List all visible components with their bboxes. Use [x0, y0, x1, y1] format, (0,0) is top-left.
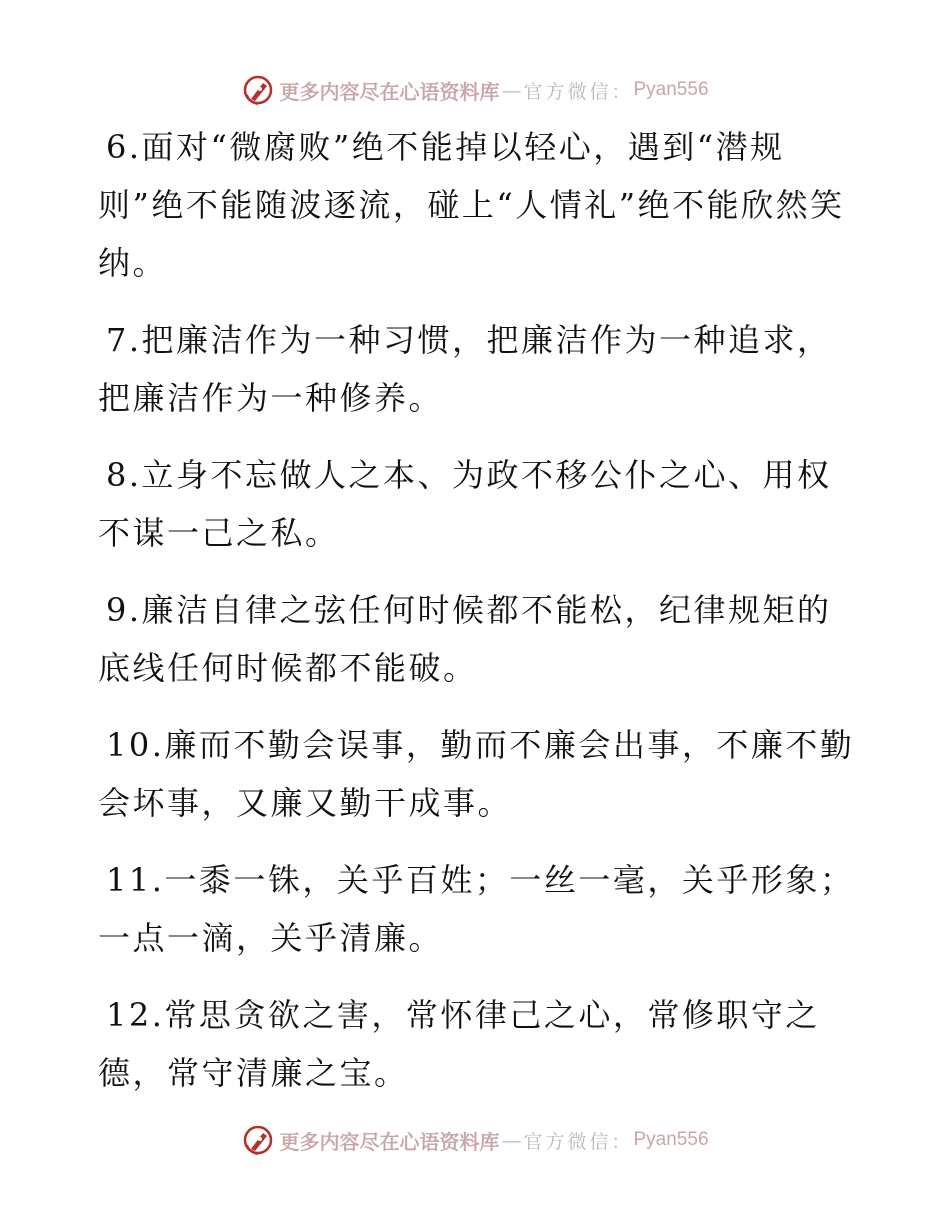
footer-wechat-handle: Pyan556 [633, 1129, 709, 1150]
header-banner [0, 70, 950, 110]
header-dash: — [501, 78, 522, 102]
header-brand-text: 更多内容尽在心语资料库 [279, 79, 500, 104]
document-body [98, 118, 858, 1121]
list-item: 12.常思贪欲之害，常怀律己之心，常修职守之德，常守清廉之宝。 [98, 996, 820, 1092]
list-item: 8.立身不忘做人之本、为政不移公仆之心、用权不谋一己之私。 [98, 456, 832, 552]
header-official-label: 官方微信： [523, 80, 634, 103]
pen-nib-logo-icon [241, 1123, 275, 1157]
footer-banner [0, 1120, 950, 1160]
list-item: 11.一黍一铢，关乎百姓；一丝一毫，关乎形象；一点一滴，关乎清廉。 [98, 861, 855, 957]
list-item: 7.把廉洁作为一种习惯，把廉洁作为一种追求，把廉洁作为一种修养。 [98, 321, 832, 417]
footer-brand-text: 更多内容尽在心语资料库 [279, 1129, 500, 1154]
list-item: 6.面对“微腐败”绝不能掉以轻心，遇到“潜规则”绝不能随波逐流，碰上“人情礼”绝不能欣然笑纳。 [98, 128, 845, 282]
header-wechat-handle: Pyan556 [633, 79, 709, 100]
list-item: 10.廉而不勤会误事，勤而不廉会出事，不廉不勤会坏事，又廉又勤干成事。 [98, 726, 855, 822]
footer-official-label: 官方微信： [523, 1130, 634, 1153]
pen-nib-logo-icon [241, 73, 275, 107]
list-item: 9.廉洁自律之弦任何时候都不能松，纪律规矩的底线任何时候都不能破。 [98, 591, 832, 687]
footer-dash: — [501, 1128, 522, 1152]
